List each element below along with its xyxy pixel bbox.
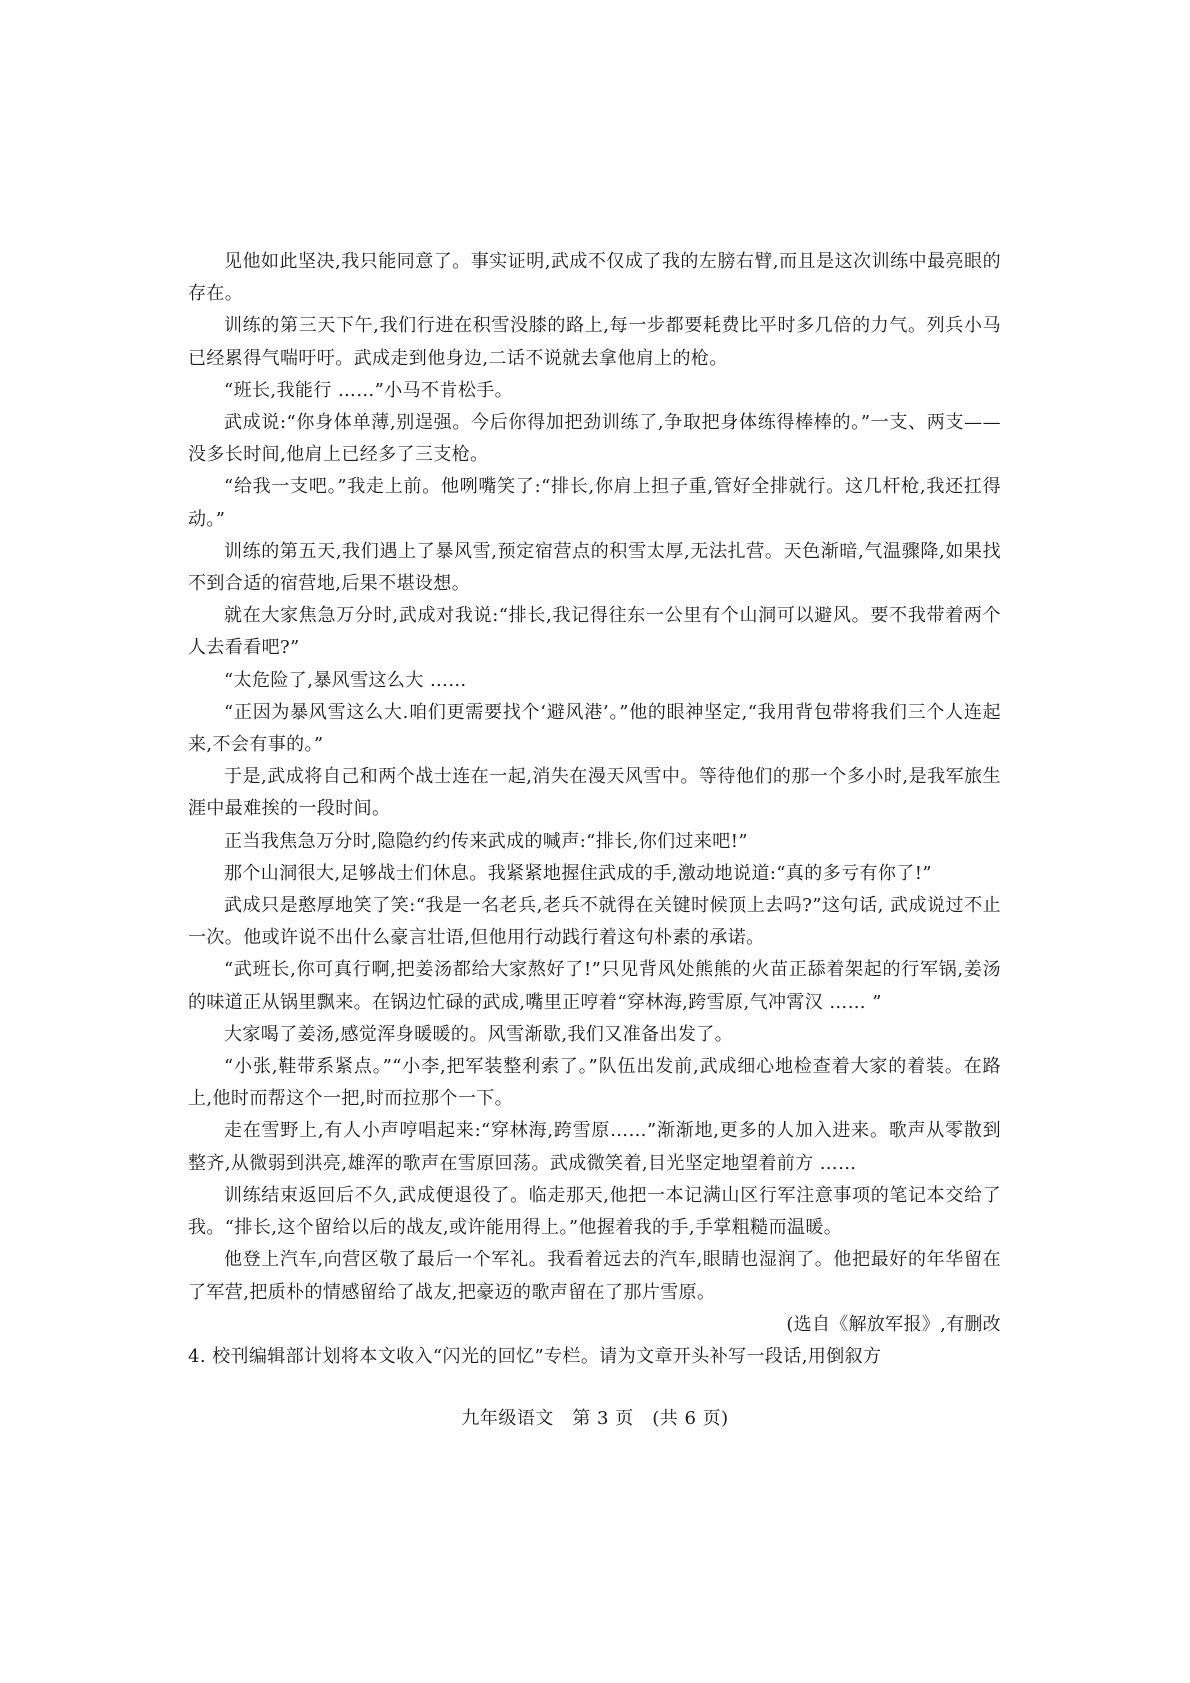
paragraph: 那个山洞很大,足够战士们休息。我紧紧地握住武成的手,激动地说道:“真的多亏有你了!” bbox=[224, 862, 932, 884]
paragraph: 大家喝了姜汤,感觉浑身暖暖的。风雪渐歇,我们又准备出发了。 bbox=[224, 1023, 734, 1045]
paragraph: 走在雪野上,有人小声哼唱起来:“穿林海,跨雪原……”渐渐地,更多的人加入进来。歌声从零散到整齐,从微弱到洪亮,雄浑的歌声在雪原回荡。武成微笑着,目光坚定地望着前方 …… bbox=[188, 1120, 1001, 1174]
paragraph: “正因为暴风雪这么大.咱们更需要找个‘避风港’。”他的眼神坚定,“我用背包带将我们三个人连起来,不会有事的。” bbox=[188, 701, 1001, 756]
paragraph: “太危险了,暴风雪这么大 …… bbox=[224, 669, 467, 691]
paragraph: 他登上汽车,向营区敬了最后一个军礼。我看着远去的汽车,眼睛也湿润了。他把最好的年华留在了军营,把质朴的情感留给了战友,把豪迈的歌声留在了那片雪原。 bbox=[188, 1249, 1001, 1303]
page-footer: 九年级语文 第 3 页 (共 6 页) bbox=[461, 1408, 729, 1429]
source-note: (选自《解放军报》,有删改 bbox=[786, 1313, 1001, 1335]
paragraph: “班长,我能行 ……”小马不肯松手。 bbox=[224, 379, 514, 401]
paragraph: 武成只是憨厚地笑了笑:“我是一名老兵,老兵不就得在关键时候顶上去吗?”这句话, 武成说过不止一次。他或许说不出什么豪言壮语,但他用行动践行着这句朴素的承诺。 bbox=[188, 895, 1001, 949]
paragraph: “给我一支吧。”我走上前。他咧嘴笑了:“排长,你肩上担子重,管好全排就行。这几杆枪,我还扛得动。” bbox=[188, 476, 1001, 530]
paragraph: 正当我焦急万分时,隐隐约约传来武成的喊声:“排长,你们过来吧!” bbox=[224, 830, 748, 852]
paragraph: 就在大家焦急万分时,武成对我说:“排长,我记得往东一公里有个山洞可以避风。要不我带着两个人去看看吧?” bbox=[188, 605, 1001, 659]
paragraph: 于是,武成将自己和两个战士连在一起,消失在漫天风雪中。等待他们的那一个多小时,是我军旅生涯中最难挨的一段时间。 bbox=[188, 766, 1001, 820]
paragraph: 训练结束返回后不久,武成便退役了。临走那天,他把一本记满山区行军注意事项的笔记本交给了我。“排长,这个留给以后的战友,或许能用得上。”他握着我的手,手掌粗糙而温暖。 bbox=[188, 1184, 1001, 1239]
article-body bbox=[188, 246, 1001, 1373]
paragraph: “武班长,你可真行啊,把姜汤都给大家熬好了!”只见背风处熊熊的火苗正舔着架起的行军锅,姜汤的味道正从锅里飘来。在锅边忙碌的武成,嘴里正哼着“穿林海,跨雪原,气冲霄汉 …… ” bbox=[188, 959, 1001, 1013]
question-4: 4. 校刊编辑部计划将本文收入“闪光的回忆”专栏。请为文章开头补写一段话,用倒叙方 bbox=[188, 1345, 882, 1367]
paragraph: 武成说:“你身体单薄,别逞强。今后你得加把劲训练了,争取把身体练得棒棒的。”一支、两支——没多长时间,他肩上已经多了三支枪。 bbox=[188, 412, 1001, 466]
paragraph: “小张,鞋带系紧点。”“小李,把军装整利索了。”队伍出发前,武成细心地检查着大家的着装。在路上,他时而帮这个一把,时而拉那个一下。 bbox=[188, 1056, 1001, 1110]
paragraph: 训练的第五天,我们遇上了暴风雪,预定宿营点的积雪太厚,无法扎营。天色渐暗,气温骤降,如果找不到合适的宿营地,后果不堪设想。 bbox=[188, 540, 1001, 595]
paragraph: 见他如此坚决,我只能同意了。事实证明,武成不仅成了我的左膀右臂,而且是这次训练中最亮眼的存在。 bbox=[188, 251, 1001, 305]
paragraph: 训练的第三天下午,我们行进在积雪没膝的路上,每一步都要耗费比平时多几倍的力气。列兵小马已经累得气喘吁吁。武成走到他身边,二话不说就去拿他肩上的枪。 bbox=[188, 315, 1001, 369]
